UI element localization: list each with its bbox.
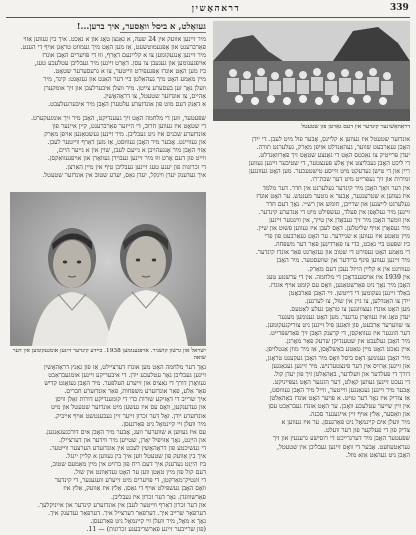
left-column-mid xyxy=(10,115,206,180)
text-line: שפּעטער האָבן מיר דערגרייכט די רוסישע גרענעץ און זיך xyxy=(272,435,410,443)
text-line: אין זומער האָבן מיר זיך געבאָדן אין טייך, אין ווינטער זיינען xyxy=(269,216,410,224)
text-line: מיר וועלן זיי קיינמאָל ניט פאַרגעסן. xyxy=(121,420,206,428)
text-line: פאַרשוווּנדן. נאָר דער זכרון איז געבליבן. xyxy=(110,493,206,501)
text-line: ביז שפּעט ביי נאַכט, כדי צו פאַרדינען פאַר דער משפּחה. xyxy=(273,241,410,249)
text-line: זמירות און זיך געפרייט מיט דער שבת־רו. xyxy=(310,176,410,184)
text-line: האָבן מיר נאָך ניט פאַרשטאַנען, וואָס עס קומט אויף אונדז. xyxy=(268,281,410,289)
text-line: אָבער מיר זיינען געגאַנגען ווייטער, ווייל מיר האָבן געוווּסט, xyxy=(270,386,410,394)
text-line: יעדן טאָג איז געוואָרן ערגער. מען האָט גענומען מענער xyxy=(278,314,410,322)
text-line: און וואַסער, אַלץ אויף זיין אייגענער סכּנה. xyxy=(309,411,410,419)
left-column-top xyxy=(10,36,206,109)
text-line: די מאַמע האָט געפירט די שטוב און געזאָרגט פאַר אונדז קינדער. xyxy=(255,249,410,257)
text-line: איז געווען א שטרענגער, אָבער א גוטער מענטש. ער האָט אונדז xyxy=(256,192,410,200)
text-line: מיר האָבן גענומען דאָס ביסל וואָס מיר האָבן געקענט טראָגן, xyxy=(265,354,410,362)
text-line: די שטאָט איז געווען חרוב, די הייזער פאַרברענט, קיין איינער פון xyxy=(52,123,206,131)
group-image xyxy=(213,21,410,121)
text-line: דעם קול פון מיין טאַטן ווען ער האָט געדאַוונט אין שול. xyxy=(73,469,206,477)
text-line: שפּעטער, ווען די מלחמה האָט זיך געענדיקט, האָבן מיר זיך אומגעקערט. xyxy=(30,115,206,122)
text-line: ווייט פון דעם אָרט וווּ מיר זיינען געבוירן געוואָרן און אויפגעוואַקסן. xyxy=(47,155,206,163)
text-line: אונדזערע שכנים איז ניט געבליבן. מיר זיינען געשטאַנען אויפן מאַרק xyxy=(44,131,206,139)
text-line: א דאַנק דעם מוט פון אונדזערע עלטערן האָבן מיר איבערגעלעבט. xyxy=(48,100,206,108)
text-line: פאַרברענט און אָפּגעמוטשעט, אַז מען האָט מיך געמוזט טראָגן אויף די הענט. xyxy=(20,44,206,52)
text-line: דער הונגער איז געוואַקסן, די קרענק האָבן זיך פאַרשפּרייט. xyxy=(269,330,410,338)
text-line: עס איז געווען א שווערער וועג, אָבער מיר האָבן אים דורכגעגאַנגען. xyxy=(45,428,206,436)
group-photo xyxy=(213,21,410,121)
text-line: איך שרייב די דאָזיקע שורות כדי די קומענדיקע דורות זאָלן וויסן xyxy=(55,396,206,404)
text-line: וואָס האָבן געשפּילט אויף די גאַסן. אַלץ איז אַוועק, אַלץ איז xyxy=(63,485,206,493)
heading-underline xyxy=(120,32,206,33)
text-line: פאַר אַלע, פאַר אונדזערע משפּחות, פאַר אונדזערע חברים. xyxy=(64,388,206,396)
text-line: באַלד זיינען געקומען די דייטשן. זיי האָבן פאַרבאָטן xyxy=(289,289,410,297)
text-line: אַזוי האָבן מיר אָנגעהויבן א נייעם לעבן, שוין אין א נייער היים, xyxy=(56,147,206,155)
portrait-image xyxy=(10,192,206,346)
text-line: איין נאַכט האָט מיין טאַטע באַשלאָסן, אַז מיר מוזן אַנטלויפן. xyxy=(265,346,410,354)
portrait-caption: ישראל און גרשון קושניר. אויפגענומען 1938. ביידע קינדער זיינען אומגעקומען אין דער שואה xyxy=(12,348,206,361)
text-line: אין 1939 איז אויסגעבראָכן די מלחמה. אין די ערשטע טעג xyxy=(266,273,410,281)
text-line: זיינען מיר געלאָפן אין פעלד, געשפּילט מיט די אַנדערע קינדער. xyxy=(258,208,410,216)
text-line: און זיינען אַרויס אין דער פינצטערניש. מיר זיינען געגאַנגען xyxy=(271,362,410,370)
text-line: דורך די פעלדער און וועלדער, באַהאַלטן זיך פון יעדן קול. xyxy=(273,370,410,378)
text-line: וועלן נאָך זען בעסערע צייטן. מיר וועלן איבערלעבן און זיך אומקערן xyxy=(44,84,206,92)
text-line: מיר זיינען אָנגעקומען צו א קליינעם דאָרף, וווּ די פּויערים האָבן אונדז xyxy=(42,52,206,60)
text-line: געוואָרן דורך די נאַציס און זייערע העלפער. מיר האָבן געזאָגט קדיש xyxy=(44,380,206,388)
text-line: יעדן פרייטיק צו נאַכטס האָט די גאַנצע שטאָט זיך פאַרוואַנדלט. xyxy=(258,152,410,160)
text-line: ביז מען האָט אונדז אָפּגעפירט ווייטער, צו א גרעסערער שטאָט. xyxy=(53,68,206,76)
text-line: צדיק פון די פעלקער פון דער וועלט. xyxy=(323,427,410,435)
left-column-bottom xyxy=(10,364,206,534)
text-line: די נעכט זיינען געווען קאַלט, דער הונגער האָט געפּייניקט. xyxy=(272,378,410,386)
text-line: אונדזער שטעטל איז געווען א קליינס, אָבער פול מיט לעבן. די ייִדן xyxy=(252,136,410,143)
portrait-photo xyxy=(10,192,206,346)
text-line: נאָך דער מלחמה האָט מען אונדז דערציילט, אַז פון גאַנץ דראָהאָשין xyxy=(44,364,206,371)
text-line: האָבן געאַרבעט שווער, געהאַנדלט אויפן מאַרק, געלערנט תורה. xyxy=(256,144,410,152)
text-line: מיר זיינען אוועק אין 24 שעה, א גאַנצן טאָג און א נאַכט. איך בין געווען אַזוי xyxy=(23,36,206,43)
text-line: אונדזערע ייִדן. זאָל דער זכרון זייער זיין געבענטשט אויף אייביק. xyxy=(54,412,206,420)
text-line: מיר זיינען געווען פינף ברידער און שוועסטער. מיר האָבן xyxy=(276,257,410,265)
text-line: און הייַנט, נאָך אַזויפיל יאָרן, שטייען מיר ווידער און דערציילן. xyxy=(58,436,206,444)
text-line: אויפגענומען און געגעבן צו עסן. דאָרט זיינען מיר געבליבן עטלעכע טעג, xyxy=(34,60,206,68)
text-line: מיר געפאָרן אויף שליטלען. דאָס לעבן איז געווען פשוט און שיין. xyxy=(256,225,410,233)
text-line: אַהיים, צו אונדזער שטעטל, צו דראָהאָשין. xyxy=(103,92,206,100)
text-line: אַז צוריק איז נאָר דער טויט. א פּויער האָט אונדז באַהאַלטן xyxy=(269,395,410,402)
text-line: מיין מאַמע האָט מיך געהאַלטן ביי דער האַנט און געזאָגט: קינד, מיר xyxy=(43,76,206,84)
text-line: ייִדן צו האַנדלען, צו גיין אין שול, צו לערנען. xyxy=(304,297,410,305)
text-line: צו שווערער אַרבעט, פון וואַנען פיל זיינען ניט צוריקגעקומען. xyxy=(265,322,410,330)
text-line: נאָך א מאָל, מיר וועלן זיי קיינמאָל ניט פאַרגעסן. xyxy=(90,517,206,525)
text-line: האָבן ניט געהאַט אַזא מזל. xyxy=(345,451,410,459)
right-column xyxy=(213,136,410,460)
text-line: דערפאַר שרייב איך. דערפאַר דערצייל איך. דערפאַר געדענק איך. xyxy=(48,509,206,517)
text-line: מען האָט אונדז געצוווּנגען צו טראָגן געלע לאַטעס. xyxy=(289,305,410,313)
text-line: זיינען געבליבן נאָר עטלעכע ייִדן. די איבעריקע זיינען אומגעבראַכט xyxy=(48,372,206,380)
text-line: די זונטיק־מאַרקטן, די פּויערים מיט זייערע וועגענער, די קינדער xyxy=(54,477,206,485)
text-line: געוווינט אין א קליין הייזל נעבן דעם מאַרק. xyxy=(307,265,410,273)
running-title: דראהאָשין xyxy=(191,4,241,14)
text-line: אין דער וואָך האָבן מיר קינדער געלערנט אין חדר. דער מלמד xyxy=(262,184,410,192)
text-line: מיר האָבן געלעבט אין שטענדיקן שרעק פאַר מאָרגן. xyxy=(284,338,410,346)
text-line: געראַטעוועט. אָבער די וואָס זיינען געבליבן אין שטעטל, xyxy=(276,443,410,451)
text-line: און דער זכרון דאַרף ווייטער לעבן אין אונדזערע קינדער און אייניקלעך. xyxy=(37,501,206,509)
section-heading: געזאָלט, א ביסל וואַסער, איך ברען...! xyxy=(76,22,206,32)
text-line: די זכרונות פון יענע טעג זיינען געבליבן טיף אין מיין האַרצן. xyxy=(65,163,206,171)
page-number: 339 xyxy=(390,3,409,13)
text-line: און געוויינט. אָבער מיר האָבן געוווּסט, אַז מען דאַרף ווייטער לעבן. xyxy=(47,139,206,147)
text-line: די געשיכטע פון דראָהאָשין לעבט אין אונדזערע הערצער ווייטער. xyxy=(49,444,206,452)
text-line: ביז הייַנט געדענק איך דעם ריח פון ברויט אין מיין מאַמעס שטוב, xyxy=(50,461,206,469)
text-line: און געדענקען, וואָס עס איז געשען מיט אונדזער שטעטל און מיט xyxy=(51,404,206,412)
text-line: געלערנט לייענען און שרייבן, חומש און רש״י. נאָך דעם חדר xyxy=(265,200,410,208)
text-line: ריין און די טישן געדעקט מיט ווייסע טישטעכער. מען האָט געזונגען xyxy=(249,168,410,176)
group-photo-caption: דראָהאָשינער קינדער אין דעם גאָרטן פון שטעטל xyxy=(301,124,410,130)
text-line: מיין טאַטע איז געווען א שניידער. ער האָט געאַרבעט פון פרי xyxy=(264,233,410,241)
text-line: מיר וועלן אים קיינמאָל ניט פאַרגעסן. ער איז געווען א xyxy=(281,419,410,427)
running-header xyxy=(6,3,410,18)
text-line: אין זיין שייער עטלעכע וואָכן. ער האָט אונדז געבראַכט עסן xyxy=(268,403,410,411)
text-line: איך בין אַוועק פון שטעטל ווען איך בין געווען א קליין ייִנגל. xyxy=(65,453,206,461)
text-line: איך געדענק יעדן ווינקל, יעדן גאַס, יעדע שטוב אין אונדזער שטעטל. xyxy=(42,171,206,179)
text-line: (פון שרייבער זיינע פאַרשריבענע זכרונות) — 11. xyxy=(86,525,206,533)
text-line: די ליכט האָבן געבליצט אין אַלע פענצטער, די שטיבער זיינען געווען xyxy=(248,160,410,168)
